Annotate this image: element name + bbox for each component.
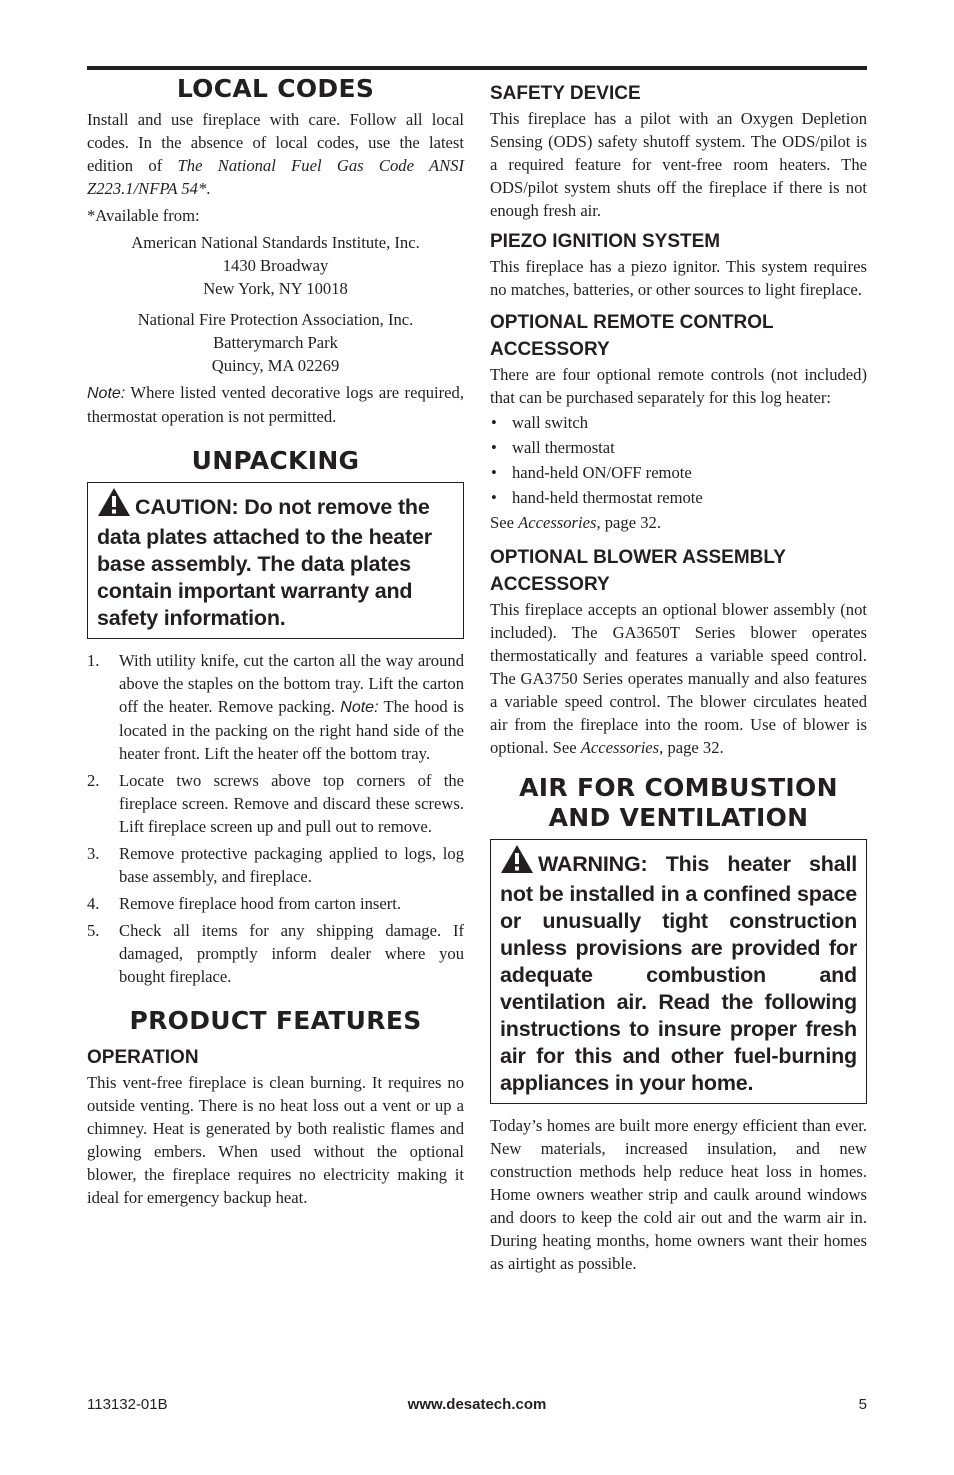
safety-device-heading: SAFETY DEVICE [490, 83, 641, 104]
list-item: 5. Check all items for any shipping damage. If damaged, promptly inform dealer where you bought fireplace. [87, 921, 464, 986]
top-rule [87, 66, 867, 70]
available-from: *Available from: [87, 206, 200, 225]
nfpa-line: National Fire Protection Association, Inc. [137, 310, 414, 329]
list-item: 4. Remove fireplace hood from carton insert. [87, 894, 401, 913]
list-item: 3. Remove protective packaging applied to logs, log base assembly, and fireplace. [87, 844, 464, 886]
caution-box [87, 482, 464, 639]
safety-device-paragraph: This fireplace has a pilot with an Oxygen Depletion Sensing (ODS) safety shutoff system. The ODS/pilot is a required feature for vent-free room heaters. The ODS/pilot system shuts off the fireplace if there is not enough fresh air. [490, 109, 867, 220]
blower-heading: OPTIONAL BLOWER ASSEMBLY ACCESSORY [490, 547, 786, 595]
list-item: • hand-held ON/OFF remote [491, 463, 692, 482]
remote-paragraph: There are four optional remote controls (not included) that can be purchased separately for this log heater: [490, 365, 867, 407]
air-combustion-heading: AIR FOR COMBUSTION AND VENTILATION [519, 773, 838, 832]
left-column [87, 74, 464, 1209]
page-number: 5 [858, 1396, 867, 1413]
list-item: 2. Locate two screws above top corners of the fireplace screen. Remove and discard these screws. Lift fireplace screen up and pull out to remove. [87, 771, 464, 836]
ansi-line: American National Standards Institute, Inc. [131, 233, 420, 252]
piezo-paragraph: This fireplace has a piezo ignitor. This system requires no matches, batteries, or other sources to light fireplace. [490, 257, 867, 299]
nfpa-address [87, 308, 464, 377]
operation-paragraph: This vent-free fireplace is clean burning. It requires no outside venting. There is no heat loss out a vent or up a chimney. Heat is generated by both realistic flames and glowing embers. When used without the optional blower, the fireplace requires no electricity making it ideal for emergency backup heat. [87, 1073, 464, 1207]
page-footer [87, 1396, 867, 1416]
document-number: 113132-01B [87, 1396, 168, 1413]
remote-see-accessories: See Accessories, page 32. [490, 513, 661, 532]
thermostat-note: Note: Where listed vented decorative logs are required, thermostat operation is not permitted. [87, 383, 464, 426]
right-column [490, 74, 867, 1275]
warning-text: WARNING: This heater shall not be installed in a confined space or unusually tight construction unless provisions are provided for adequate combustion and ventilation air. Read the following instructions to insure proper fresh air for this and other fuel-burning appliances in your home. [500, 844, 857, 1097]
nfpa-line: Quincy, MA 02269 [211, 356, 340, 375]
remote-list [490, 411, 867, 509]
unpacking-steps [87, 649, 464, 988]
list-item: 1. With utility knife, cut the carton all the way around above the staples on the bottom tray. Lift the carton off the heater. Remove packing. Note: The hood is located in the packing on the right hand side of the heater front. Lift the heater off the bottom tray. [87, 651, 465, 763]
piezo-heading: PIEZO IGNITION SYSTEM [490, 231, 721, 252]
unpacking-heading: UNPACKING [191, 446, 360, 475]
local-codes-paragraph: Install and use fireplace with care. Follow all local codes. In the absence of local codes, use the latest edition of The National Fuel Gas Code ANSI Z223.1/NFPA 54*. [87, 110, 464, 198]
caution-text: CAUTION: Do not remove the data plates attached to the heater base assembly. The data plates contain important warranty and safety information. [97, 487, 454, 632]
list-item: • wall switch [491, 413, 589, 432]
website-link[interactable]: www.desatech.com [407, 1396, 547, 1413]
product-features-heading: PRODUCT FEATURES [129, 1006, 422, 1035]
air-paragraph: Today’s homes are built more energy efficient than ever. New materials, increased insulation, and new construction methods help reduce heat loss in homes. Home owners weather strip and caulk around windows and doors to keep the cold air out and the warm air in. During heating months, home owners want their homes as airtight as possible. [490, 1116, 867, 1273]
list-item: • hand-held thermostat remote [491, 488, 703, 507]
warning-box [490, 839, 867, 1104]
operation-heading: OPERATION [87, 1047, 199, 1068]
warning-triangle-icon [97, 487, 131, 524]
list-item: • wall thermostat [491, 438, 615, 457]
local-codes-heading: LOCAL CODES [176, 74, 375, 103]
nfpa-line: Batterymarch Park [213, 333, 338, 352]
ansi-line: New York, NY 10018 [203, 279, 348, 298]
warning-triangle-icon [500, 844, 534, 881]
blower-paragraph: This fireplace accepts an optional blower assembly (not included). The GA3650T Series blower operates thermostatically and features a variable speed control. The GA3750 Series operates manually and also features a variable speed control. The blower circulates heated air from the fireplace into the room. Use of blower is optional. See Accessories, page 32. [490, 600, 867, 757]
remote-heading: OPTIONAL REMOTE CONTROL ACCESSORY [490, 312, 774, 360]
ansi-address [87, 231, 464, 300]
ansi-line: 1430 Broadway [222, 256, 329, 275]
